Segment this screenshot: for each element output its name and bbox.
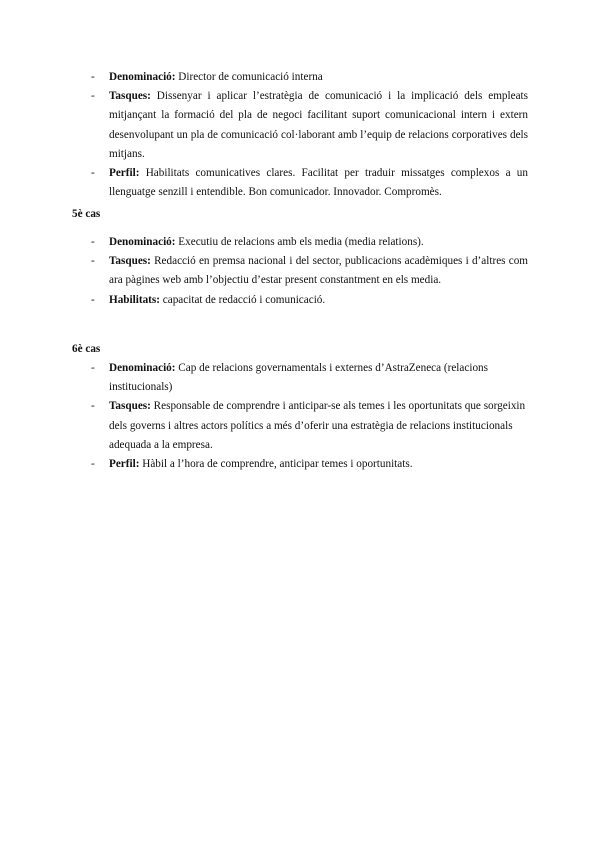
list-item-denominacio <box>72 233 528 252</box>
list-item-tasques <box>72 397 528 455</box>
item-label: Tasques: <box>109 255 151 268</box>
list-item-habilitats <box>72 291 528 310</box>
list-item-tasques <box>72 87 528 164</box>
bullet-dash: - <box>91 400 95 413</box>
list-item-denominacio <box>72 68 528 87</box>
section-heading-5: 5è cas <box>72 208 101 220</box>
item-text: Executiu de relacions amb els media (media relations). <box>175 236 424 248</box>
item-text: Cap de relacions governamentals i externes d’AstraZeneca (relacions institucionals) <box>109 362 488 394</box>
bullet-dash: - <box>91 362 95 374</box>
list-item-denominacio <box>72 359 528 397</box>
item-label: Perfil: <box>109 458 140 471</box>
item-label: Denominació: <box>109 362 176 374</box>
bullet-dash: - <box>91 293 95 306</box>
list-item-perfil <box>72 455 528 474</box>
list-item-tasques <box>72 252 528 290</box>
item-text: Dissenyar i aplicar l’estratègia de comunicació i la implicació dels empleats mitjançant la formació del pla de negoci facilitant suport comunicacional intern i extern desenvolupant un pla de comunicació col·laborant amb l’equip de relacions corporatives dels mitjans. <box>109 90 528 160</box>
item-label: Tasques: <box>109 400 151 413</box>
list-item-perfil <box>72 164 528 202</box>
bullet-dash: - <box>91 236 95 248</box>
item-label: Denominació: <box>109 236 176 248</box>
item-text: Redacció en premsa nacional i del sector, publicacions acadèmiques i d’altres com ara pàgines web amb l’objectiu d’estar present constantment en els media. <box>109 255 528 287</box>
item-text: capacitat de redacció i comunicació. <box>159 293 326 306</box>
item-label: Perfil: <box>109 167 140 180</box>
section-previous-case <box>72 68 528 202</box>
item-label: Habilitats: <box>109 293 160 306</box>
bullet-dash: - <box>91 167 95 180</box>
bullet-dash: - <box>91 458 95 471</box>
bullet-dash: - <box>91 90 95 103</box>
item-text: Hàbil a l’hora de comprendre, anticipar temes i oportunitats. <box>139 458 413 471</box>
item-text: Director de comunicació interna <box>175 71 323 83</box>
item-label: Tasques: <box>109 90 151 103</box>
bullet-dash: - <box>91 255 95 268</box>
item-label: Denominació: <box>109 71 176 83</box>
section-case-5 <box>72 233 528 310</box>
item-text: Responsable de comprendre i anticipar-se als temes i les oportunitats que sorgeixin dels governs i altres actors polítics a més d’oferir una estratègia de relacions institucionals adequada a la empresa. <box>109 400 526 451</box>
item-text: Habilitats comunicatives clares. Facilitat per traduir missatges complexos a un llenguatge senzill i entendible. Bon comunicador. Innovador. Compromès. <box>109 167 528 199</box>
section-heading-6: 6è cas <box>72 343 101 355</box>
section-case-6 <box>72 359 528 474</box>
bullet-dash: - <box>91 71 95 83</box>
